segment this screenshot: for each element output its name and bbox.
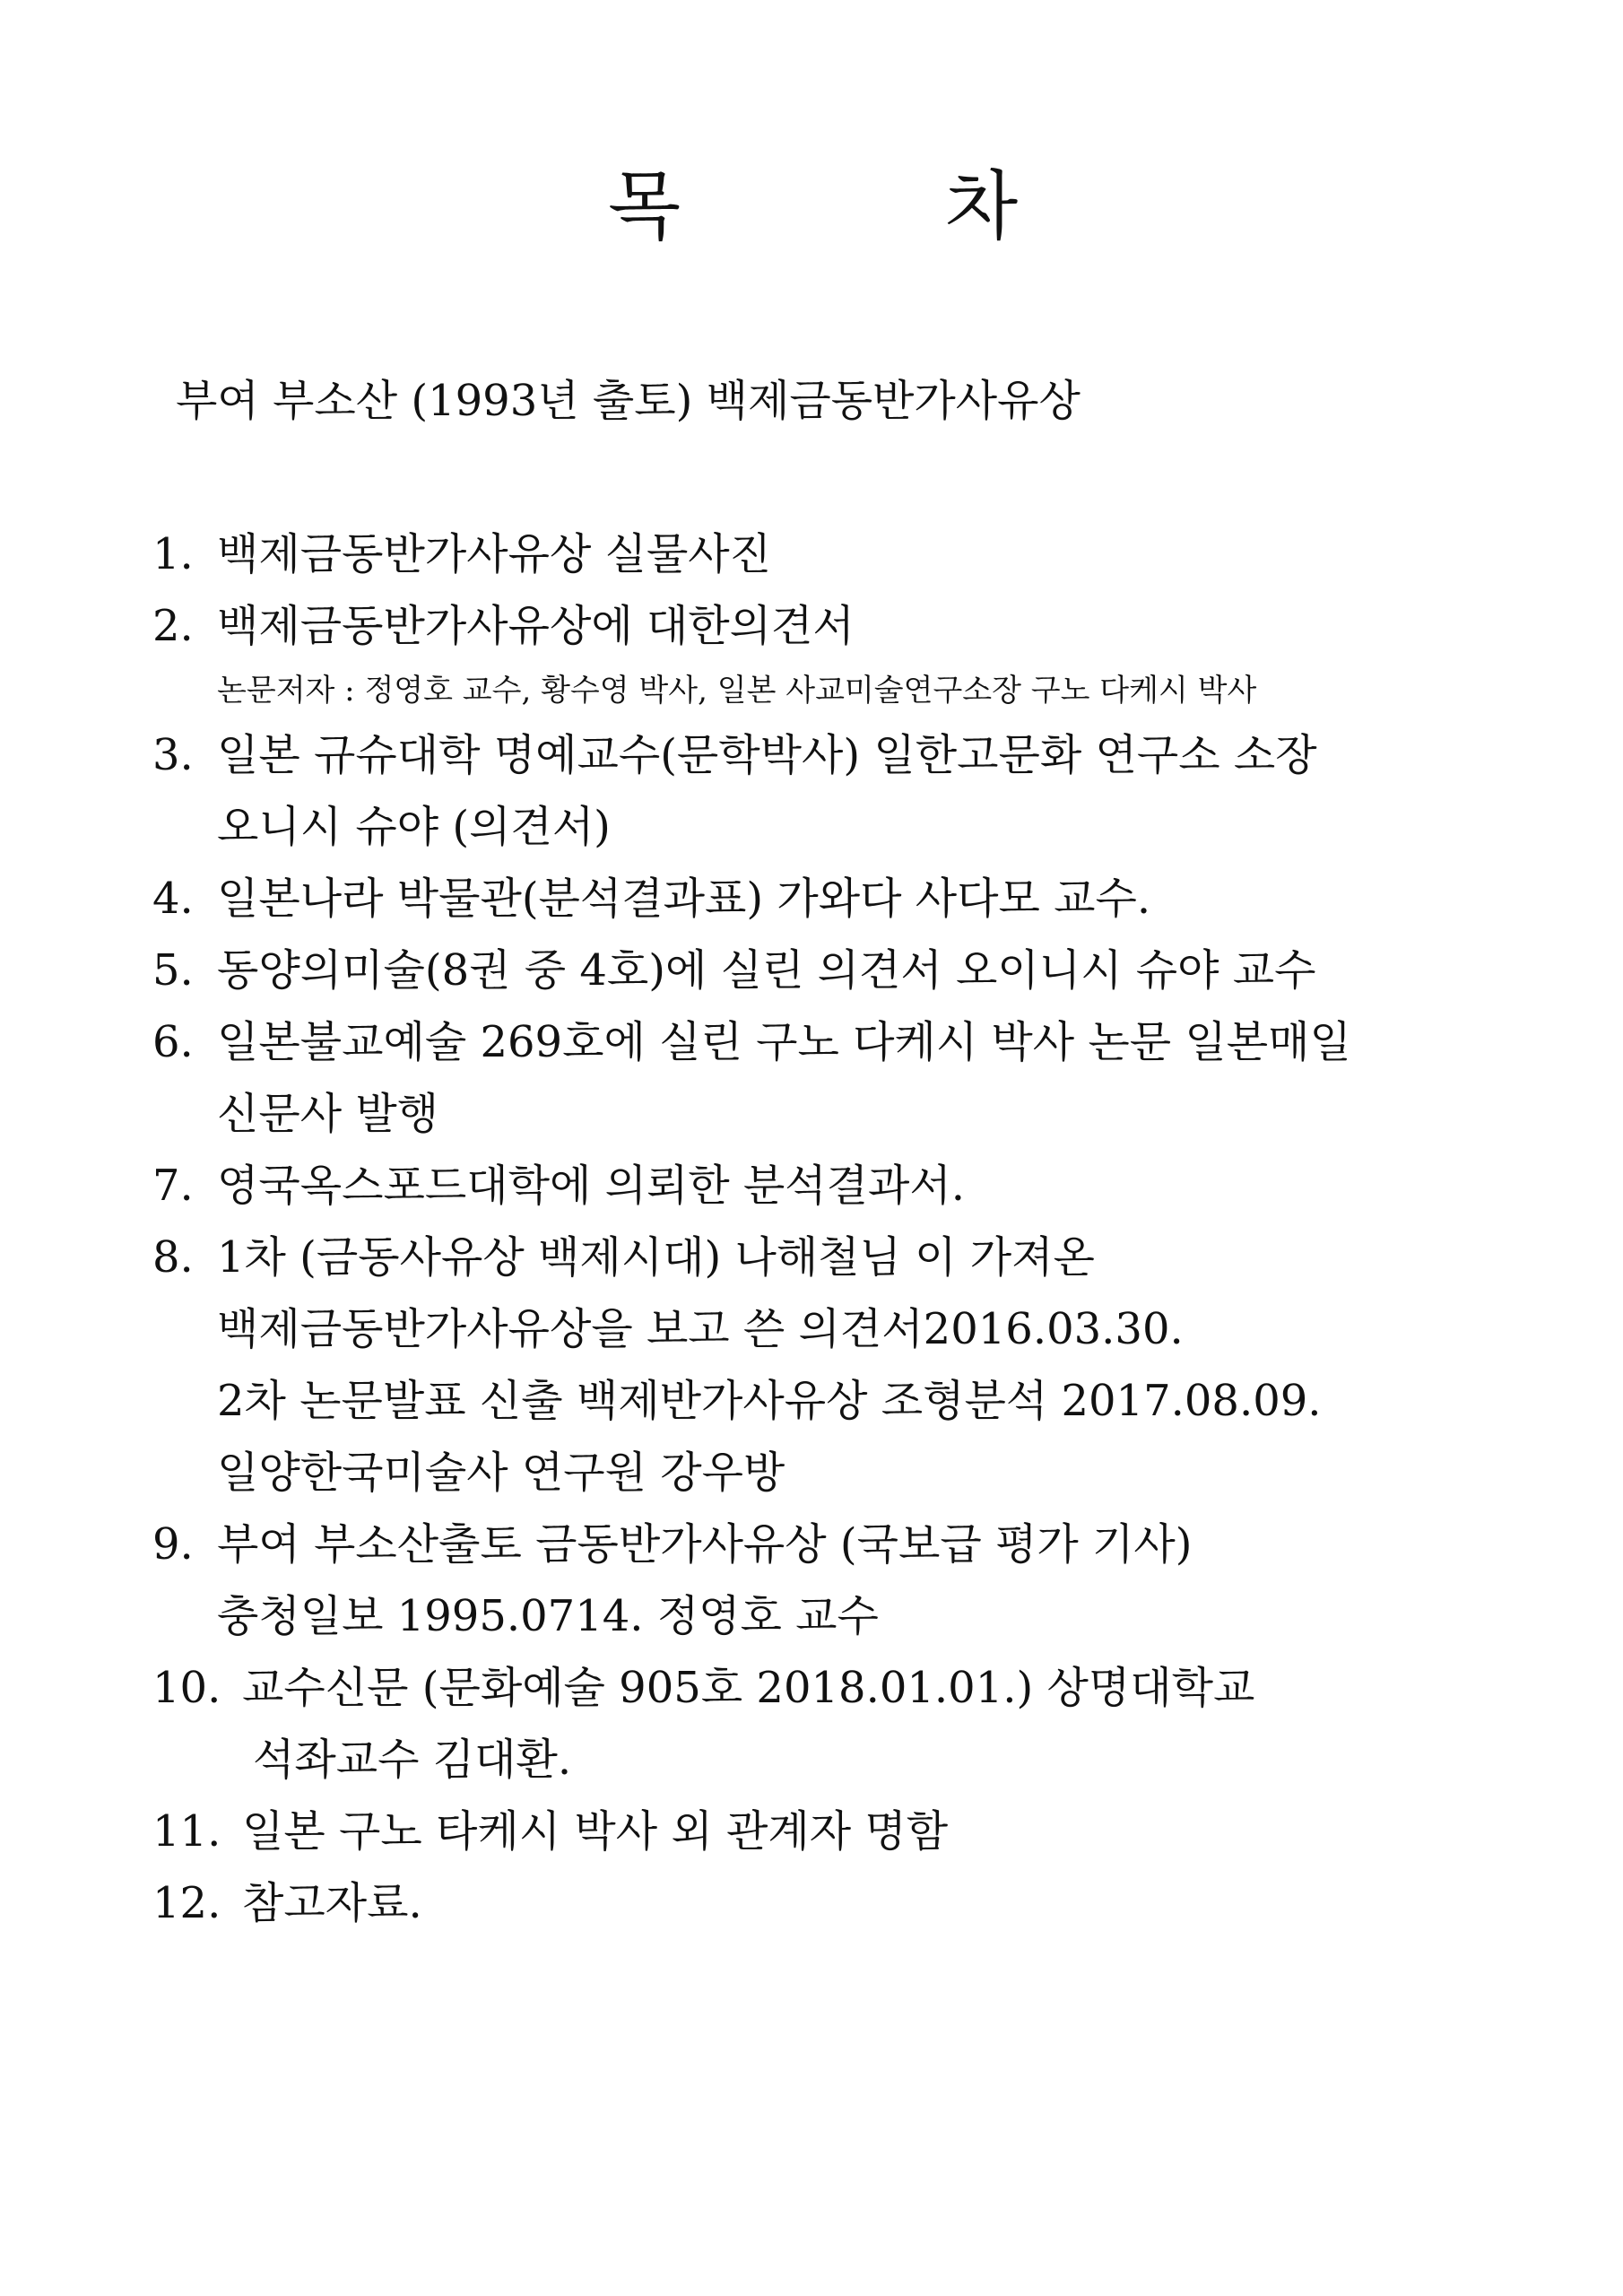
page-title (0, 152, 1623, 260)
toc-item-number: 4. (152, 874, 194, 924)
toc-item-2 (152, 590, 1497, 662)
toc-item-text: 부여 부소산출토 금동반가사유상 (국보급 평가 기사) (217, 1519, 1193, 1570)
title-char-right: 차 (945, 162, 1020, 250)
toc-item-text: 일본나라 박물관(분석결과표) 가와다 사다모 교수. (217, 874, 1151, 924)
toc-item-note-text: 논문저자 : 정영호 교수, 황수영 박사, 일본 사교미술연구소장 구노 다케시 박사 (217, 673, 1257, 709)
toc-item-text: 백제금동반가사유상에 대한의견서 (217, 601, 855, 651)
toc-item-text: 백제금동반가사유상을 보고 쓴 의견서2016.03.30. (217, 1304, 1184, 1354)
toc-item-number: 10. (152, 1663, 221, 1713)
toc-item-text: 일본 규슈대학 명예교수(문학박사) 일한고문화 연구소 소장 (217, 730, 1317, 780)
table-of-contents (152, 518, 1497, 1939)
toc-item-4 (152, 863, 1497, 935)
toc-item-9 (152, 1509, 1497, 1580)
toc-item-10 (152, 1652, 1497, 1724)
title-char-left: 목 (608, 162, 683, 250)
toc-item-9-continuation (152, 1580, 1497, 1652)
toc-item-text: 백제금동반가사유상 실물사진 (217, 529, 772, 579)
toc-item-number: 8. (152, 1232, 194, 1283)
toc-item-8-continuation-2 (152, 1365, 1497, 1437)
toc-item-text: 석좌교수 김대환. (253, 1735, 572, 1785)
document-subtitle: 부여 부소산 (1993년 출토) 백제금동반가사유상 (176, 376, 1081, 426)
toc-item-8-continuation-3 (152, 1437, 1497, 1509)
toc-item-text: 2차 논문발표 신출 백제반가사유상 조형분석 2017.08.09. (217, 1376, 1322, 1426)
toc-item-8 (152, 1222, 1497, 1293)
toc-item-text: 참고자료. (242, 1878, 422, 1928)
toc-item-text: 오니시 슈야 (의견서) (217, 802, 611, 852)
toc-item-number: 1. (152, 529, 194, 579)
toc-item-7 (152, 1150, 1497, 1222)
toc-item-text: 교수신문 (문화예술 905호 2018.01.01.) 상명대학교 (242, 1663, 1255, 1713)
toc-item-text: 일본 구노 타케시 박사 외 관계자 명함 (242, 1806, 949, 1857)
toc-item-11 (152, 1796, 1497, 1867)
toc-item-number: 7. (152, 1161, 194, 1211)
toc-item-number: 9. (152, 1519, 194, 1570)
toc-item-8-continuation-1 (152, 1293, 1497, 1365)
toc-item-number: 12. (152, 1878, 221, 1928)
toc-item-6-continuation (152, 1078, 1497, 1150)
toc-item-text: 1차 (금동사유상 백제시대) 나해철님 이 가져온 (217, 1232, 1095, 1283)
toc-item-1 (152, 518, 1497, 590)
toc-item-3 (152, 719, 1497, 791)
toc-item-text: 충청일보 1995.0714. 정영호 교수 (217, 1591, 879, 1641)
toc-item-number: 3. (152, 730, 194, 780)
toc-item-text: 영국옥스포드대학에 의뢰한 분석결과서. (217, 1161, 966, 1211)
toc-item-number: 5. (152, 945, 194, 996)
toc-item-number: 11. (152, 1806, 221, 1857)
toc-item-12 (152, 1867, 1497, 1939)
toc-item-5 (152, 935, 1497, 1006)
toc-item-text: 일양한국미술사 연구원 강우방 (217, 1448, 785, 1498)
toc-item-text: 일본불교예술 269호에 실린 구노 다케시 박사 논문 일본매일 (217, 1017, 1351, 1067)
toc-item-10-continuation (152, 1724, 1497, 1796)
toc-item-3-continuation (152, 791, 1497, 863)
toc-item-2-note (152, 662, 1497, 719)
toc-item-number: 6. (152, 1017, 194, 1067)
toc-item-6 (152, 1006, 1497, 1078)
toc-item-text: 신문사 발행 (217, 1089, 439, 1139)
toc-item-number: 2. (152, 601, 194, 651)
toc-item-text: 동양의미술(8권 중 4호)에 실린 의견서 오이니시 슈야 교수 (217, 945, 1316, 996)
